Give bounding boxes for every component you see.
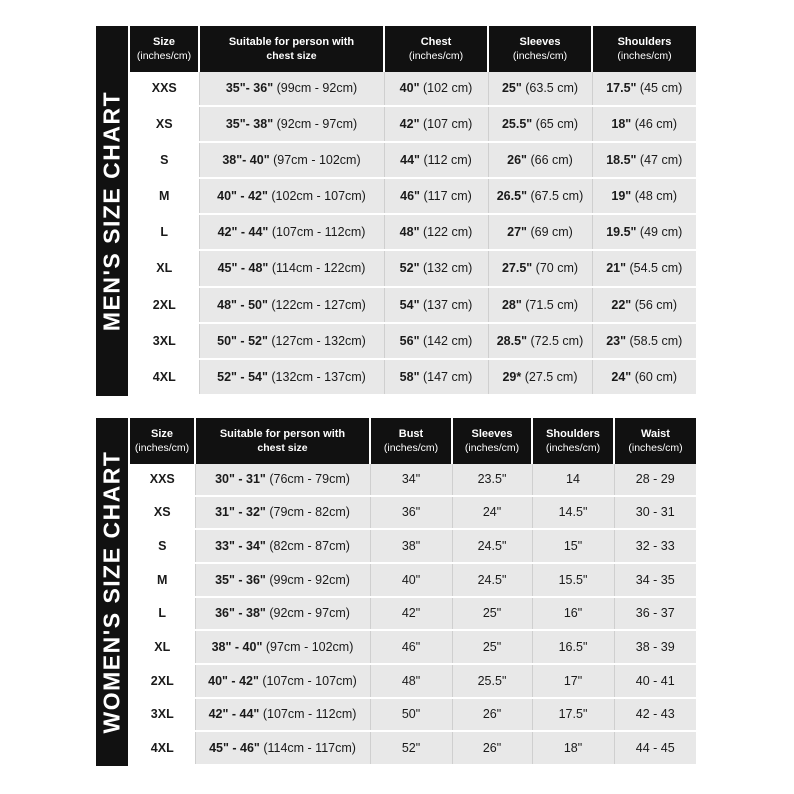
sleeves-cell: 26" (66 cm) (488, 142, 592, 178)
sleeves-cell: 24.5" (452, 529, 532, 563)
waist-cell: 30 - 31 (614, 496, 696, 530)
header-chest: Chest (inches/cm) (384, 26, 488, 72)
table-row (130, 72, 696, 106)
size-cell: 2XL (130, 664, 195, 698)
shoulders-cell: 22" (56 cm) (592, 287, 696, 323)
chest-cell: 58" (147 cm) (384, 359, 488, 395)
mens-header-row (130, 26, 696, 72)
sleeves-cell: 27.5" (70 cm) (488, 250, 592, 286)
sleeves-cell: 26" (452, 731, 532, 765)
womens-header-row (130, 418, 696, 464)
size-cell: 3XL (130, 323, 199, 359)
shoulders-cell: 17.5" (532, 698, 614, 732)
header-waist: Waist (inches/cm) (614, 418, 696, 464)
size-cell: S (130, 142, 199, 178)
chest-range-cell: 45" - 48" (114cm - 122cm) (199, 250, 384, 286)
sleeves-cell: 28" (71.5 cm) (488, 287, 592, 323)
bust-cell: 36" (370, 496, 452, 530)
shoulders-cell: 15.5" (532, 563, 614, 597)
bust-cell: 50" (370, 698, 452, 732)
chest-cell: 56" (142 cm) (384, 323, 488, 359)
chest-range-cell: 36" - 38" (92cm - 97cm) (195, 597, 370, 631)
sleeves-cell: 25" (452, 597, 532, 631)
header-sleeves: Sleeves (inches/cm) (488, 26, 592, 72)
bust-cell: 52" (370, 731, 452, 765)
size-cell: 2XL (130, 287, 199, 323)
size-cell: S (130, 529, 195, 563)
shoulders-cell: 19" (48 cm) (592, 178, 696, 214)
waist-cell: 28 - 29 (614, 464, 696, 496)
waist-cell: 38 - 39 (614, 630, 696, 664)
header-shoulders: Shoulders (inches/cm) (532, 418, 614, 464)
shoulders-cell: 14 (532, 464, 614, 496)
table-row (130, 178, 696, 214)
size-cell: M (130, 178, 199, 214)
shoulders-cell: 17.5" (45 cm) (592, 72, 696, 106)
shoulders-cell: 14.5" (532, 496, 614, 530)
table-row (130, 496, 696, 530)
womens-chart-title: WOMEN'S SIZE CHART (98, 450, 125, 734)
table-row (130, 323, 696, 359)
size-cell: 4XL (130, 731, 195, 765)
table-row (130, 214, 696, 250)
bust-cell: 38" (370, 529, 452, 563)
size-cell: M (130, 563, 195, 597)
shoulders-cell: 18.5" (47 cm) (592, 142, 696, 178)
chest-range-cell: 48" - 50" (122cm - 127cm) (199, 287, 384, 323)
chest-range-cell: 30" - 31" (76cm - 79cm) (195, 464, 370, 496)
chest-cell: 46" (117 cm) (384, 178, 488, 214)
shoulders-cell: 15" (532, 529, 614, 563)
sleeves-cell: 25.5" (65 cm) (488, 106, 592, 142)
shoulders-cell: 21" (54.5 cm) (592, 250, 696, 286)
chest-range-cell: 38" - 40" (97cm - 102cm) (195, 630, 370, 664)
table-row (130, 106, 696, 142)
bust-cell: 46" (370, 630, 452, 664)
chest-range-cell: 33" - 34" (82cm - 87cm) (195, 529, 370, 563)
size-cell: XXS (130, 464, 195, 496)
table-row (130, 664, 696, 698)
sleeves-cell: 24" (452, 496, 532, 530)
sleeves-cell: 29* (27.5 cm) (488, 359, 592, 395)
chest-range-cell: 38"- 40" (97cm - 102cm) (199, 142, 384, 178)
size-cell: XL (130, 250, 199, 286)
sleeves-cell: 25" (63.5 cm) (488, 72, 592, 106)
sleeves-cell: 25" (452, 630, 532, 664)
waist-cell: 32 - 33 (614, 529, 696, 563)
table-row (130, 597, 696, 631)
header-suitable: Suitable for person with chest size (195, 418, 370, 464)
chest-range-cell: 50" - 52" (127cm - 132cm) (199, 323, 384, 359)
bust-cell: 42" (370, 597, 452, 631)
table-row (130, 464, 696, 496)
size-cell: 3XL (130, 698, 195, 732)
chest-cell: 42" (107 cm) (384, 106, 488, 142)
table-row (130, 287, 696, 323)
waist-cell: 34 - 35 (614, 563, 696, 597)
shoulders-cell: 19.5" (49 cm) (592, 214, 696, 250)
mens-side-banner (96, 26, 128, 396)
bust-cell: 48" (370, 664, 452, 698)
bust-cell: 34" (370, 464, 452, 496)
chest-cell: 44" (112 cm) (384, 142, 488, 178)
header-shoulders: Shoulders (inches/cm) (592, 26, 696, 72)
shoulders-cell: 24" (60 cm) (592, 359, 696, 395)
table-row (130, 731, 696, 765)
womens-size-chart (96, 418, 696, 766)
table-row (130, 142, 696, 178)
header-sleeves: Sleeves (inches/cm) (452, 418, 532, 464)
table-row (130, 250, 696, 286)
sleeves-cell: 23.5" (452, 464, 532, 496)
shoulders-cell: 18" (532, 731, 614, 765)
mens-size-chart (96, 26, 696, 396)
size-cell: XS (130, 496, 195, 530)
size-cell: XS (130, 106, 199, 142)
header-size: Size (inches/cm) (130, 26, 199, 72)
size-cell: XL (130, 630, 195, 664)
waist-cell: 42 - 43 (614, 698, 696, 732)
chest-cell: 40" (102 cm) (384, 72, 488, 106)
chest-cell: 52" (132 cm) (384, 250, 488, 286)
shoulders-cell: 23" (58.5 cm) (592, 323, 696, 359)
chest-cell: 54" (137 cm) (384, 287, 488, 323)
waist-cell: 36 - 37 (614, 597, 696, 631)
sleeves-cell: 28.5" (72.5 cm) (488, 323, 592, 359)
chest-range-cell: 42" - 44" (107cm - 112cm) (199, 214, 384, 250)
shoulders-cell: 16" (532, 597, 614, 631)
table-row (130, 359, 696, 395)
chest-range-cell: 35"- 36" (99cm - 92cm) (199, 72, 384, 106)
table-row (130, 529, 696, 563)
waist-cell: 44 - 45 (614, 731, 696, 765)
sleeves-cell: 24.5" (452, 563, 532, 597)
header-size: Size (inches/cm) (130, 418, 195, 464)
size-cell: L (130, 214, 199, 250)
table-row (130, 630, 696, 664)
chest-range-cell: 35"- 38" (92cm - 97cm) (199, 106, 384, 142)
womens-size-table (130, 418, 696, 766)
shoulders-cell: 16.5" (532, 630, 614, 664)
header-bust: Bust (inches/cm) (370, 418, 452, 464)
chest-range-cell: 40" - 42" (107cm - 107cm) (195, 664, 370, 698)
mens-chart-title: MEN'S SIZE CHART (98, 90, 125, 332)
chest-range-cell: 40" - 42" (102cm - 107cm) (199, 178, 384, 214)
size-cell: XXS (130, 72, 199, 106)
shoulders-cell: 17" (532, 664, 614, 698)
size-cell: 4XL (130, 359, 199, 395)
chest-cell: 48" (122 cm) (384, 214, 488, 250)
size-cell: L (130, 597, 195, 631)
chest-range-cell: 31" - 32" (79cm - 82cm) (195, 496, 370, 530)
sleeves-cell: 26" (452, 698, 532, 732)
table-row (130, 698, 696, 732)
sleeves-cell: 25.5" (452, 664, 532, 698)
chest-range-cell: 42" - 44" (107cm - 112cm) (195, 698, 370, 732)
womens-side-banner (96, 418, 128, 766)
bust-cell: 40" (370, 563, 452, 597)
chest-range-cell: 35" - 36" (99cm - 92cm) (195, 563, 370, 597)
header-suitable: Suitable for person with chest size (199, 26, 384, 72)
table-row (130, 563, 696, 597)
chest-range-cell: 52" - 54" (132cm - 137cm) (199, 359, 384, 395)
chest-range-cell: 45" - 46" (114cm - 117cm) (195, 731, 370, 765)
mens-size-table (130, 26, 696, 396)
waist-cell: 40 - 41 (614, 664, 696, 698)
shoulders-cell: 18" (46 cm) (592, 106, 696, 142)
sleeves-cell: 26.5" (67.5 cm) (488, 178, 592, 214)
sleeves-cell: 27" (69 cm) (488, 214, 592, 250)
